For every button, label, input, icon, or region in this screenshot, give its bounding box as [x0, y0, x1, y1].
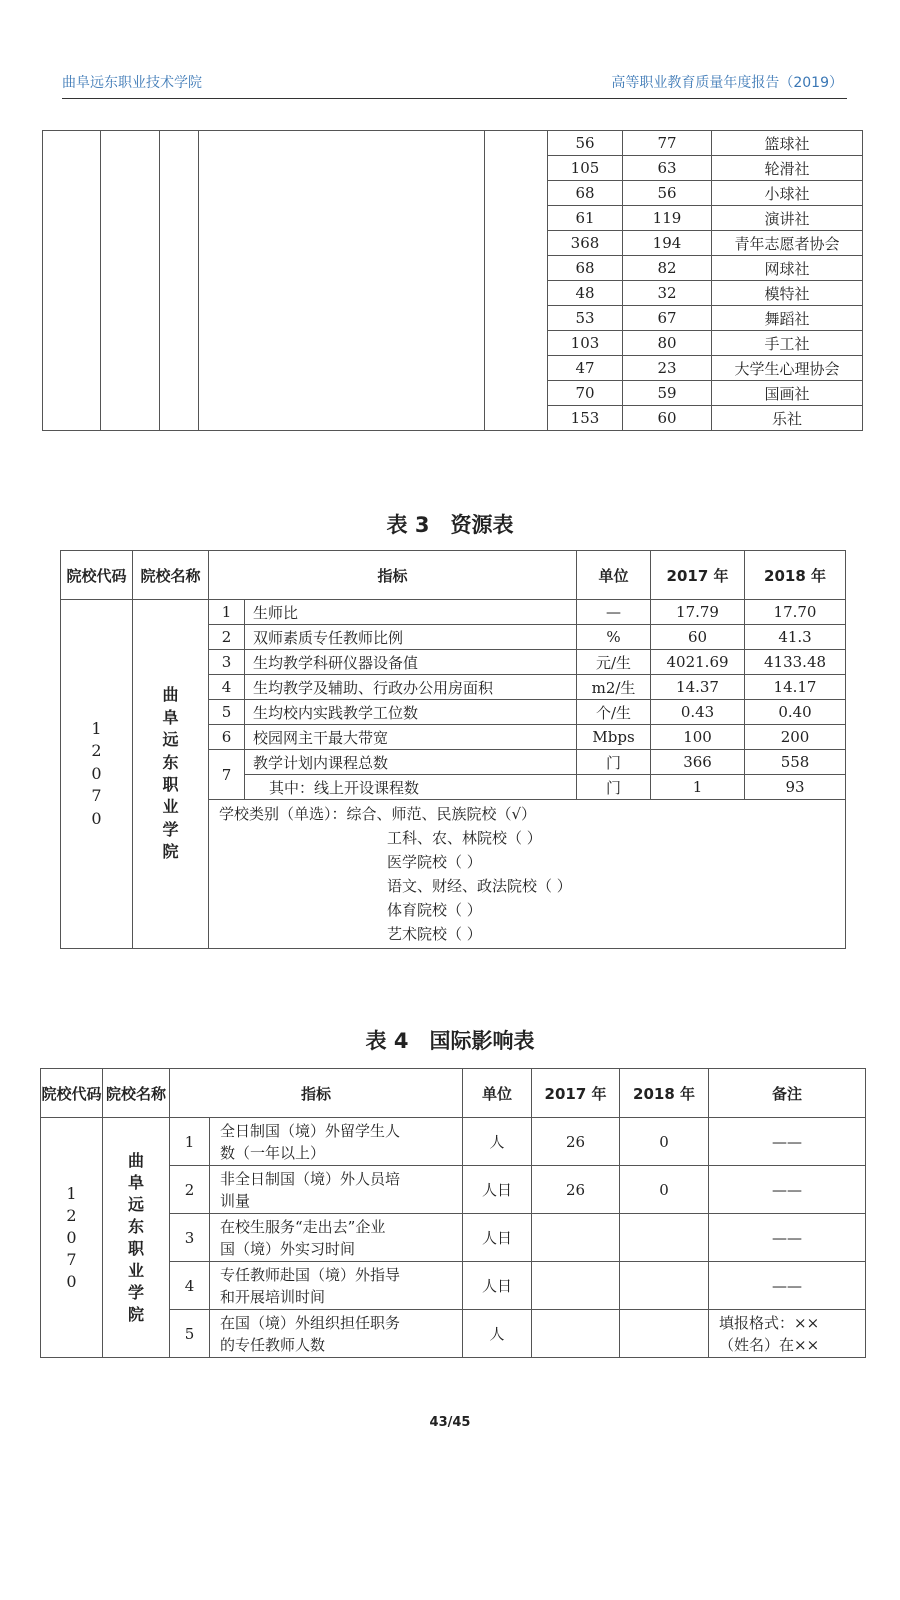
- school-category-option: 工科、农、林院校（ ）: [387, 829, 542, 847]
- school-code-char: 7: [66, 1249, 77, 1269]
- note-cell: ——: [709, 1262, 866, 1310]
- school-category-option: 体育院校（ ）: [387, 901, 482, 919]
- school-name-char: 学: [162, 819, 179, 839]
- club-value-a: 153: [548, 406, 623, 431]
- club-value-a: 68: [548, 181, 623, 206]
- indicator-name: 生师比: [245, 600, 577, 625]
- school-name-char: 院: [127, 1304, 144, 1324]
- club-value-b: 194: [623, 231, 712, 256]
- school-name-char: 学: [127, 1282, 144, 1302]
- header-school-code: 院校代码: [41, 1069, 103, 1118]
- unit-cell: 人: [463, 1310, 532, 1358]
- header-school-name: 院校名称: [133, 551, 209, 600]
- club-name: 演讲社: [712, 206, 863, 231]
- header-2017: 2017 年: [651, 551, 745, 600]
- row-number: 1: [170, 1118, 210, 1166]
- indicator-line: 的专任教师人数: [220, 1335, 326, 1354]
- row-number: 5: [170, 1310, 210, 1358]
- note-line: （姓名）在××: [719, 1335, 820, 1354]
- school-code-cell: [61, 600, 133, 949]
- value-2017: 366: [651, 750, 745, 775]
- merged-blank-cell: [160, 131, 199, 431]
- indicator-name: [210, 1214, 463, 1262]
- note-cell: ——: [709, 1118, 866, 1166]
- club-name: 大学生心理协会: [712, 356, 863, 381]
- value-2017: 100: [651, 725, 745, 750]
- indicator-name: 教学计划内课程总数: [245, 750, 577, 775]
- table-row: [41, 1118, 866, 1166]
- row-number: 3: [209, 650, 245, 675]
- unit-cell: 人: [463, 1118, 532, 1166]
- school-name-char: 职: [162, 775, 179, 794]
- table4-header-row: [41, 1069, 866, 1118]
- header-school-name: 院校名称: [103, 1069, 170, 1118]
- club-name: 网球社: [712, 256, 863, 281]
- school-name-char: 院: [162, 842, 179, 862]
- club-value-b: 63: [623, 156, 712, 181]
- row-number: 7: [209, 750, 245, 800]
- club-value-b: 77: [623, 131, 712, 156]
- school-code-char: 0: [91, 808, 102, 828]
- header-2018: 2018 年: [620, 1069, 709, 1118]
- value-2017: 26: [532, 1118, 620, 1166]
- indicator-line: 全日制国（境）外留学生人: [220, 1121, 401, 1140]
- club-value-b: 59: [623, 381, 712, 406]
- header-school-code: 院校代码: [61, 551, 133, 600]
- indicator-line: 国（境）外实习时间: [220, 1239, 356, 1258]
- header-note: 备注: [709, 1069, 866, 1118]
- club-value-b: 60: [623, 406, 712, 431]
- club-name: 国画社: [712, 381, 863, 406]
- value-2017: 17.79: [651, 600, 745, 625]
- club-name: 轮滑社: [712, 156, 863, 181]
- indicator-name: [210, 1118, 463, 1166]
- value-2018: 4133.48: [745, 650, 846, 675]
- club-name: 篮球社: [712, 131, 863, 156]
- club-row: [43, 131, 863, 156]
- value-2017: 14.37: [651, 675, 745, 700]
- school-name-char: 曲: [127, 1150, 144, 1170]
- club-value-b: 56: [623, 181, 712, 206]
- merged-blank-cell: [199, 131, 485, 431]
- header-unit: 单位: [463, 1069, 532, 1118]
- school-category-option: 医学院校（ ）: [387, 853, 482, 871]
- unit-cell: —: [577, 600, 651, 625]
- club-value-a: 61: [548, 206, 623, 231]
- club-value-b: 67: [623, 306, 712, 331]
- indicator-name: 生均教学科研仪器设备值: [245, 650, 577, 675]
- club-value-a: 70: [548, 381, 623, 406]
- page-header: [62, 72, 847, 99]
- unit-cell: 人日: [463, 1262, 532, 1310]
- indicator-line: 非全日制国（境）外人员培: [220, 1169, 401, 1188]
- unit-cell: 元/生: [577, 650, 651, 675]
- unit-cell: 人日: [463, 1214, 532, 1262]
- row-number: 2: [170, 1166, 210, 1214]
- value-2017: 60: [651, 625, 745, 650]
- value-2017: 0.43: [651, 700, 745, 725]
- club-name: 手工社: [712, 331, 863, 356]
- school-name-char: 阜: [127, 1172, 144, 1192]
- school-code-char: 0: [91, 763, 102, 783]
- school-code-char: 2: [91, 741, 102, 761]
- school-name-char: 远: [127, 1194, 144, 1214]
- value-2017: 1: [651, 775, 745, 800]
- club-value-a: 105: [548, 156, 623, 181]
- indicator-name: 双师素质专任教师比例: [245, 625, 577, 650]
- club-value-a: 47: [548, 356, 623, 381]
- club-name: 模特社: [712, 281, 863, 306]
- note-cell: [709, 1310, 866, 1358]
- merged-blank-cell: [485, 131, 548, 431]
- school-code-char: 0: [66, 1271, 77, 1291]
- value-2018: 200: [745, 725, 846, 750]
- indicator-line: 在校生服务“走出去”企业: [220, 1217, 386, 1236]
- school-name-char: 曲: [162, 685, 179, 705]
- unit-cell: Mbps: [577, 725, 651, 750]
- school-code-char: 1: [66, 1183, 77, 1203]
- note-cell: ——: [709, 1166, 866, 1214]
- header-2018: 2018 年: [745, 551, 846, 600]
- value-2018: 93: [745, 775, 846, 800]
- indicator-name: 生均校内实践教学工位数: [245, 700, 577, 725]
- school-name-char: 业: [162, 797, 179, 817]
- indicator-name: 其中：线上开设课程数: [245, 775, 577, 800]
- note-line: 填报格式：××: [719, 1313, 820, 1332]
- header-report-title: 高等职业教育质量年度报告（2019）: [611, 75, 843, 91]
- value-2018: 41.3: [745, 625, 846, 650]
- header-indicator: 指标: [209, 551, 577, 600]
- indicator-name: [210, 1262, 463, 1310]
- merged-blank-cell: [101, 131, 160, 431]
- school-name-char: 职: [127, 1238, 144, 1258]
- page-number: 43/45: [429, 1415, 471, 1430]
- indicator-line: 数（一年以上）: [220, 1143, 326, 1162]
- club-value-b: 119: [623, 206, 712, 231]
- school-name-char: 阜: [162, 707, 179, 727]
- school-category-option: 艺术院校（ ）: [387, 925, 482, 943]
- resource-table: [60, 550, 846, 949]
- table3-title: 表 3 资源表: [386, 513, 514, 537]
- value-2018: 558: [745, 750, 846, 775]
- school-code-char: 2: [66, 1205, 77, 1225]
- unit-cell: 人日: [463, 1166, 532, 1214]
- club-name: 青年志愿者协会: [712, 231, 863, 256]
- school-name-cell: [103, 1118, 170, 1358]
- club-value-b: 32: [623, 281, 712, 306]
- school-code-cell: [41, 1118, 103, 1358]
- value-2018: 14.17: [745, 675, 846, 700]
- unit-cell: 个/生: [577, 700, 651, 725]
- school-name-cell: [133, 600, 209, 949]
- header-indicator: 指标: [170, 1069, 463, 1118]
- note-cell: ——: [709, 1214, 866, 1262]
- row-number: 6: [209, 725, 245, 750]
- indicator-line: 在国（境）外组织担任职务: [220, 1313, 401, 1332]
- value-2018: 0.40: [745, 700, 846, 725]
- club-value-b: 80: [623, 331, 712, 356]
- value-2017: [532, 1310, 620, 1358]
- indicator-name: 校园网主干最大带宽: [245, 725, 577, 750]
- value-2018: 17.70: [745, 600, 846, 625]
- table3-header-row: [61, 551, 846, 600]
- row-number: 3: [170, 1214, 210, 1262]
- row-number: 5: [209, 700, 245, 725]
- value-2018: [620, 1214, 709, 1262]
- school-category-cell: [209, 800, 846, 949]
- clubs-table: [42, 130, 863, 431]
- club-name: 小球社: [712, 181, 863, 206]
- school-category-option: 语文、财经、政法院校（ ）: [387, 877, 572, 895]
- school-code-char: 1: [91, 719, 102, 739]
- indicator-line: 和开展培训时间: [220, 1287, 326, 1306]
- table-row: [61, 600, 846, 625]
- indicator-line: 训量: [220, 1191, 251, 1210]
- school-name-char: 东: [127, 1216, 144, 1236]
- school-category-label: 学校类别（单选）：综合、师范、民族院校（√）: [219, 805, 537, 823]
- school-name-char: 东: [162, 752, 179, 772]
- club-value-b: 23: [623, 356, 712, 381]
- school-code-char: 0: [66, 1227, 77, 1247]
- club-value-a: 53: [548, 306, 623, 331]
- club-value-a: 68: [548, 256, 623, 281]
- club-name: 乐社: [712, 406, 863, 431]
- value-2018: [620, 1310, 709, 1358]
- value-2017: [532, 1262, 620, 1310]
- row-number: 1: [209, 600, 245, 625]
- table4-title: 表 4 国际影响表: [365, 1029, 535, 1053]
- header-2017: 2017 年: [532, 1069, 620, 1118]
- indicator-line: 专任教师赴国（境）外指导: [220, 1265, 401, 1284]
- unit-cell: 门: [577, 750, 651, 775]
- value-2017: 26: [532, 1166, 620, 1214]
- club-value-a: 48: [548, 281, 623, 306]
- club-value-b: 82: [623, 256, 712, 281]
- value-2017: [532, 1214, 620, 1262]
- row-number: 2: [209, 625, 245, 650]
- indicator-name: [210, 1310, 463, 1358]
- school-code-char: 7: [91, 786, 102, 806]
- merged-blank-cell: [43, 131, 101, 431]
- school-name-char: 远: [162, 730, 179, 750]
- indicator-name: 生均教学及辅助、行政办公用房面积: [245, 675, 577, 700]
- row-number: 4: [170, 1262, 210, 1310]
- unit-cell: m2/生: [577, 675, 651, 700]
- indicator-name: [210, 1166, 463, 1214]
- club-value-a: 103: [548, 331, 623, 356]
- header-unit: 单位: [577, 551, 651, 600]
- value-2018: 0: [620, 1118, 709, 1166]
- value-2018: [620, 1262, 709, 1310]
- row-number: 4: [209, 675, 245, 700]
- club-name: 舞蹈社: [712, 306, 863, 331]
- school-name-char: 业: [127, 1260, 144, 1280]
- value-2018: 0: [620, 1166, 709, 1214]
- unit-cell: %: [577, 625, 651, 650]
- value-2017: 4021.69: [651, 650, 745, 675]
- unit-cell: 门: [577, 775, 651, 800]
- header-school-name: 曲阜远东职业技术学院: [62, 75, 202, 91]
- international-table: [40, 1068, 866, 1358]
- club-value-a: 368: [548, 231, 623, 256]
- club-value-a: 56: [548, 131, 623, 156]
